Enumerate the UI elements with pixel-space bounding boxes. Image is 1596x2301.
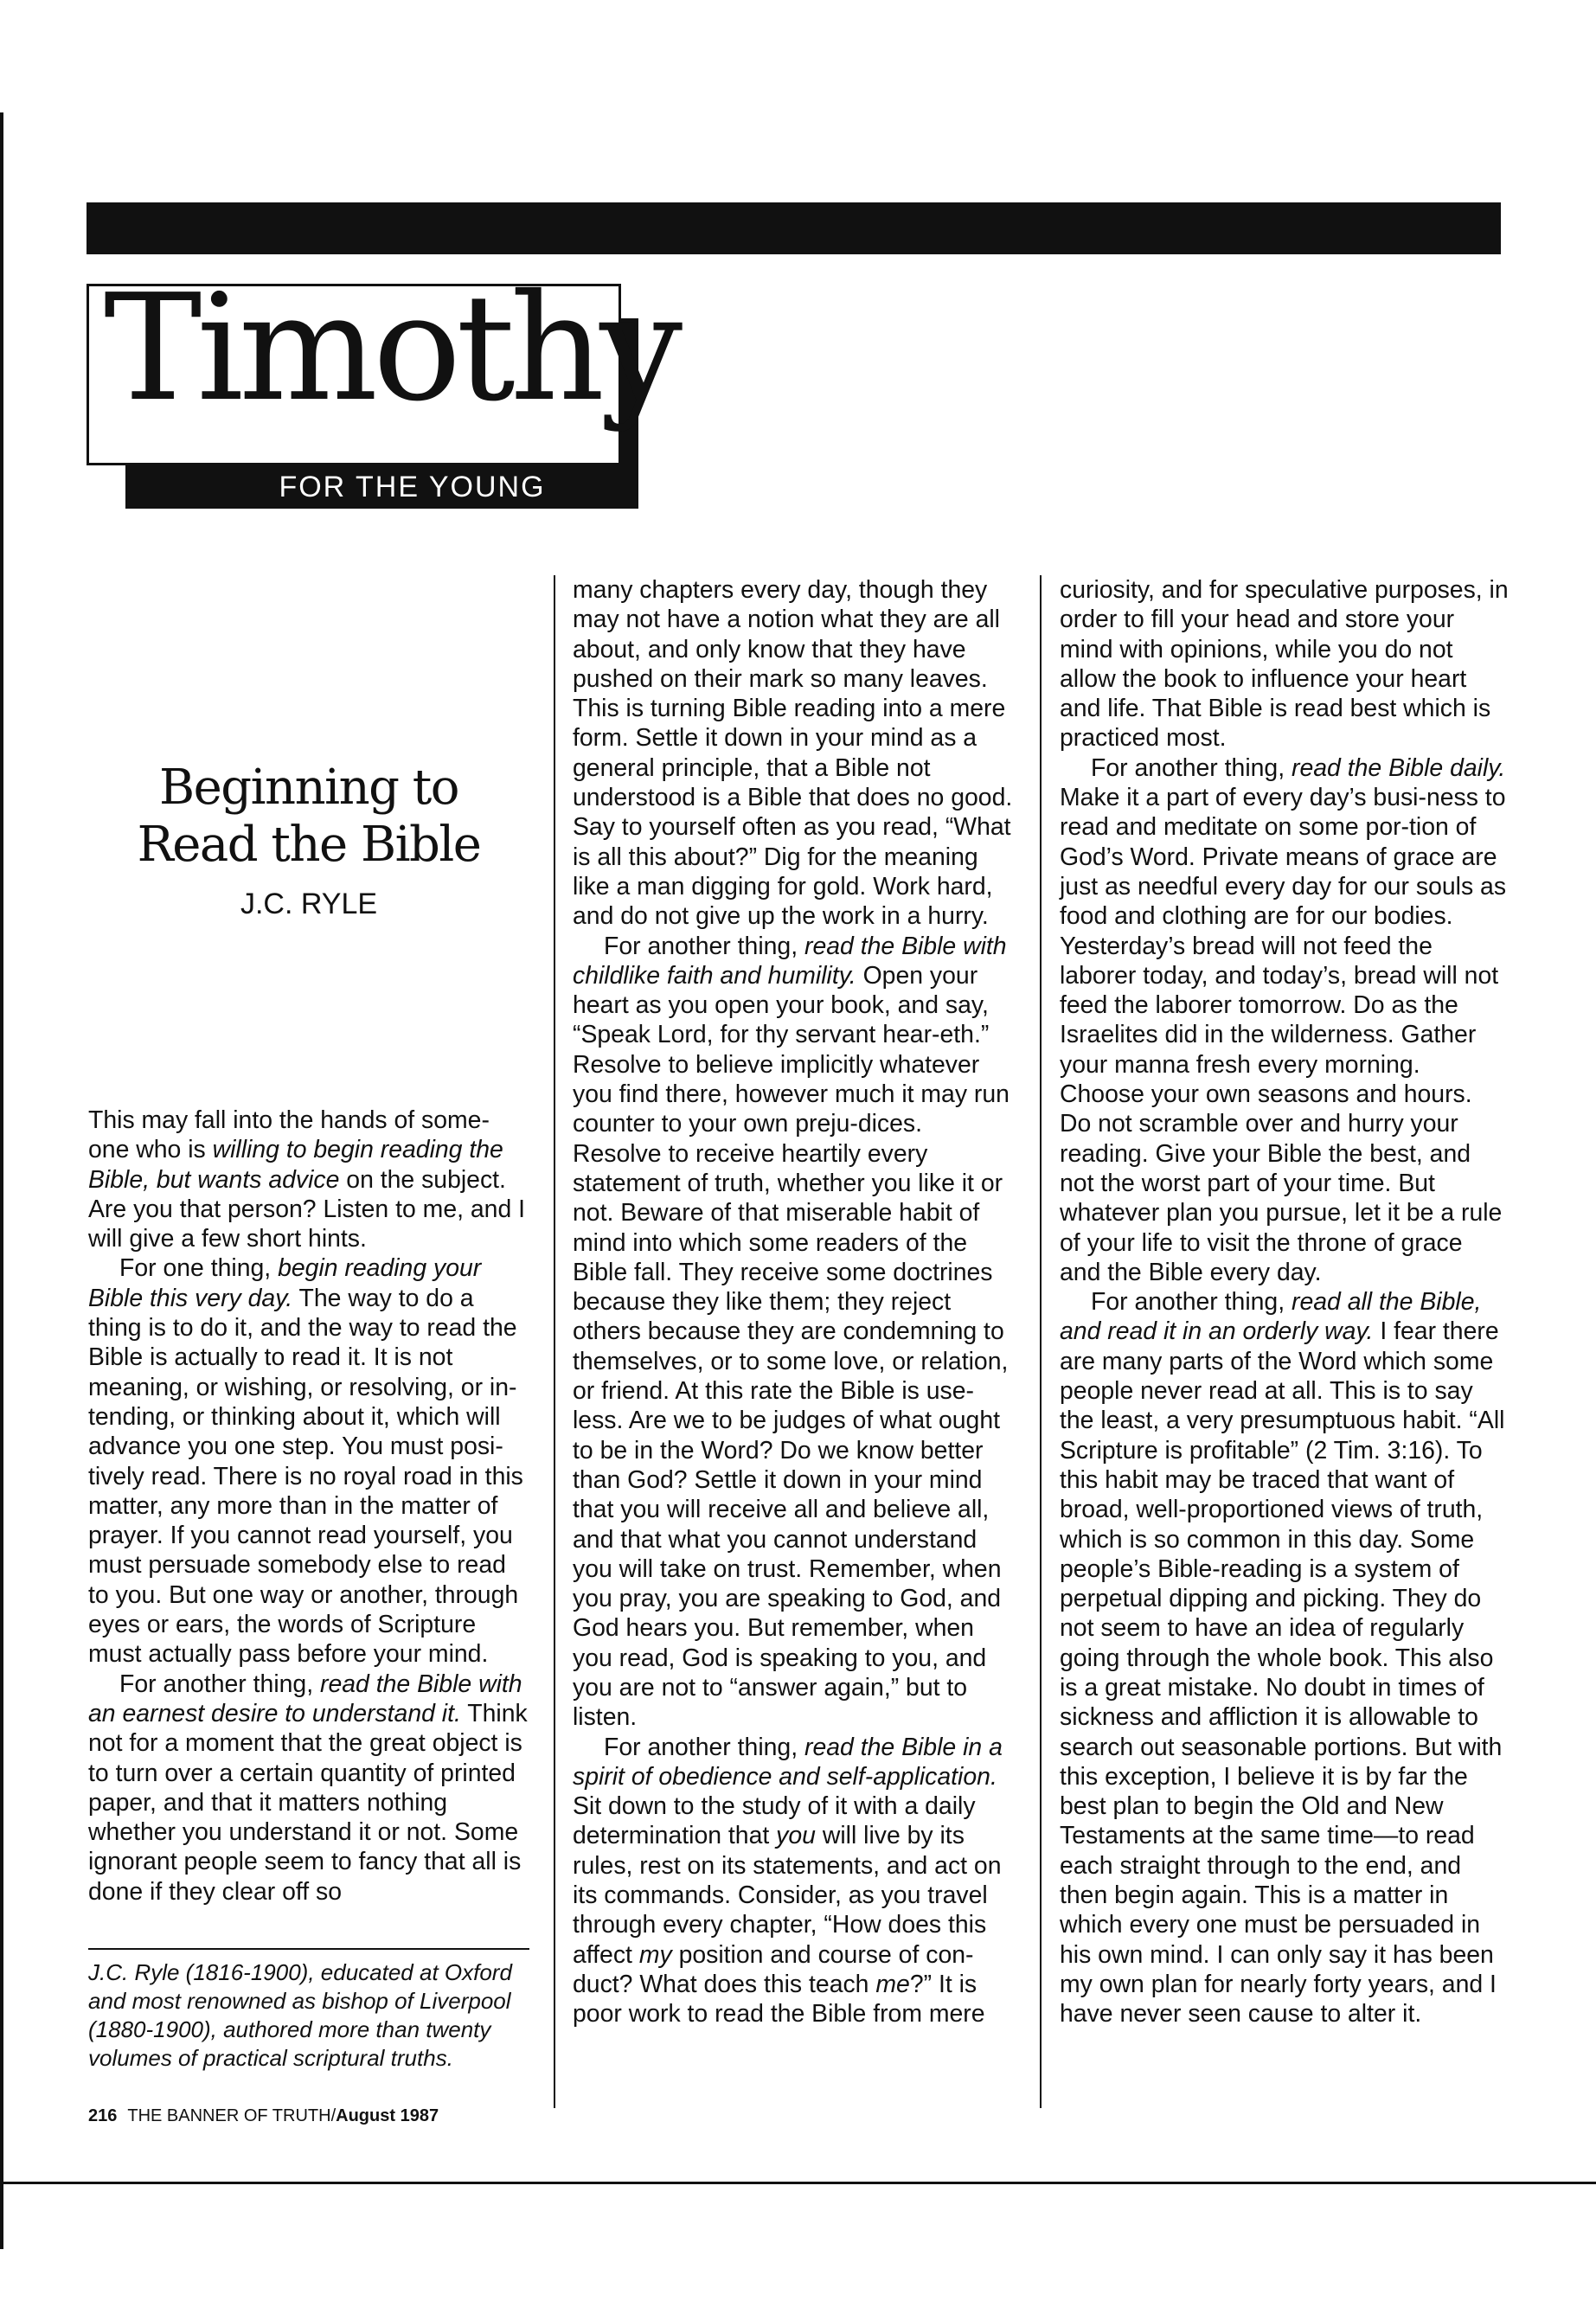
emphasis-text: my	[638, 1940, 672, 1969]
article-title-line-1: Beginning to	[158, 760, 459, 816]
body-paragraph: For another thing, read all the Bible, and read it in an orderly way. I fear there are many parts of the Word which some people never read at all. This is to say the least, a very presumptuous habit. “All Scripture is profitable” (2 Tim. 3:16). To this habit may be traced that want of broad, well-proportioned views of truth, which is so common in this day. Some people’s Bible-reading is a system of perpetual dipping and picking. They do not seem to have an idea of regularly going through the whole book. This also is a great mistake. No doubt in times of sickness and affliction it is allowable to search out seasonable portions. But with this exception, I believe it is by far the best plan to begin the Old and New Testaments at the same time—to read each straight through to the end, and then begin again. This is a matter in which every one must be persuaded in his own mind. I can only say it has been my own plan for nearly forty years, and I have never seen cause to alter it.	[1060, 1288, 1505, 2029]
article-heading	[88, 480, 529, 1086]
emphasis-text: read the Bible with childlike faith and humility.	[573, 932, 1007, 990]
page-footer	[88, 2105, 439, 2127]
author-bio-note: J.C. Ryle (1816-1900), educated at Oxford and most renowned as bishop of Liverpool (1880-1900), authored more than twenty volumes of practical scriptural truths.	[88, 1959, 512, 2071]
issue-date: August 1987	[336, 2106, 439, 2125]
section-subtitle: FOR THE YOUNG	[125, 465, 638, 509]
column-1	[88, 1106, 529, 1907]
body-paragraph: many chapters every day, though they may not have a notion what they are all about, and only know that they have pushed on their mark so many leaves. This is turning Bible reading into a mere form. Settle it down in your mind as a general principle, that a Bible not understood is a Bible that does no good. Say to yourself often as you read, “What is all this about?” Dig for the meaning like a man digging for gold. Work hard, and do not give up the work in a hurry.	[573, 576, 1013, 931]
bottom-rule	[0, 2182, 1596, 2184]
note-divider	[88, 1948, 529, 1950]
column-divider-1	[554, 575, 555, 2108]
column-2	[573, 575, 1014, 2029]
article-author: J.C. RYLE	[240, 888, 378, 920]
body-paragraph: For another thing, read the Bible with an earnest desire to understand it. Think not for a moment that the great object is to turn over a certain quantity of printed paper, and that it matters nothing whether you understand it or not. Some ignorant people seem to fancy that all is done if they clear off so	[88, 1670, 528, 1906]
timothy-logo: Timothy	[104, 263, 678, 434]
body-paragraph: For another thing, read the Bible with childlike faith and humility. Open your heart as you open your book, and say, “Speak Lord, for thy servant hear-eth.” Resolve to believe implicitly whatever you find there, however much it may run counter to your own preju-dices. Resolve to receive heartily every statement of truth, whether you like it or not. Beware of that miserable habit of mind into which some readers of the Bible fall. They receive some doctrines because they like them; they reject others because they are condemning to themselves, or to some love, or relation, or friend. At this rate the Bible is use-less. Are we to be judges of what ought to be in the Word? Do we know better than God? Settle it down in your mind that you will receive all and believe all, and that what you cannot understand you will take on trust. Remember, when you pray, you are speaking to God, and God hears you. But remember, when you read, God is speaking to you, and you are not to “answer again,” but to listen.	[573, 932, 1010, 1732]
article-title-line-2: Read the Bible	[137, 817, 481, 873]
column-divider-2	[1040, 575, 1042, 2108]
emphasis-text: me	[875, 1970, 910, 1998]
emphasis-text: read the Bible daily.	[1292, 753, 1506, 782]
publication-name: THE BANNER OF TRUTH/	[127, 2106, 337, 2125]
emphasis-text: willing to begin reading the Bible, but wants advice	[88, 1136, 503, 1194]
page-number: 216	[88, 2106, 118, 2125]
emphasis-text: read the Bible in a spirit of obedience and self-application.	[573, 1733, 1003, 1791]
body-paragraph: This may fall into the hands of some-one who is willing to begin reading the Bible, but wants advice on the subject. Are you that person? Listen to me, and I will give a few short hints.	[88, 1106, 526, 1253]
body-paragraph: curiosity, and for speculative purposes, in order to fill your head and store your mind with opinions, while you do not allow the book to influence your heart and life. That Bible is read best which is practiced most.	[1060, 576, 1509, 753]
body-paragraph: For one thing, begin reading your Bible this very day. The way to do a thing is to do it, and the way to read the Bible is actually to read it. It is not meaning, or wishing, or resolving, or in-tending, or thinking about it, which will advance you one step. You must posi-tively read. There is no royal road in this matter, any more than in the matter of prayer. If you cannot read yourself, you must persuade somebody else to read to you. But one way or another, through eyes or ears, the words of Scripture must actually pass before your mind.	[88, 1254, 523, 1669]
emphasis-text: read the Bible with an earnest desire to understand it.	[88, 1670, 522, 1727]
column-3	[1060, 575, 1509, 2029]
masthead-top-bar	[87, 202, 1501, 254]
emphasis-text: begin reading your Bible this very day.	[88, 1254, 482, 1312]
emphasis-text: read all the Bible, and read it in an orderly way.	[1060, 1288, 1482, 1346]
body-paragraph: For another thing, read the Bible daily. Make it a part of every day’s busi-ness to read and meditate on some por-tion of God’s Word. Private means of grace are just as needful every day for our souls as food and clothing are for our bodies. Yesterday’s bread will not feed the laborer today, and today’s, bread will not feed the laborer tomorrow. Do as the Israelites did in the wilderness. Gather your manna fresh every morning. Choose your own seasons and hours. Do not scramble over and hurry your reading. Give your Bible the best, and not the worst part of your time. But whatever plan you pursue, let it be a rule of your life to visit the throne of grace and the Bible every day.	[1060, 753, 1507, 1286]
body-paragraph: For another thing, read the Bible in a spirit of obedience and self-application. Sit down to the study of it with a daily determination that you will live by its rules, rest on its statements, and act on its commands. Consider, as you travel through every chapter, “How does this affect my position and course of con-duct? What does this teach me?” It is poor work to read the Bible from mere	[573, 1733, 1003, 2029]
emphasis-text: you	[776, 1822, 816, 1850]
left-margin-rule	[0, 112, 3, 2249]
